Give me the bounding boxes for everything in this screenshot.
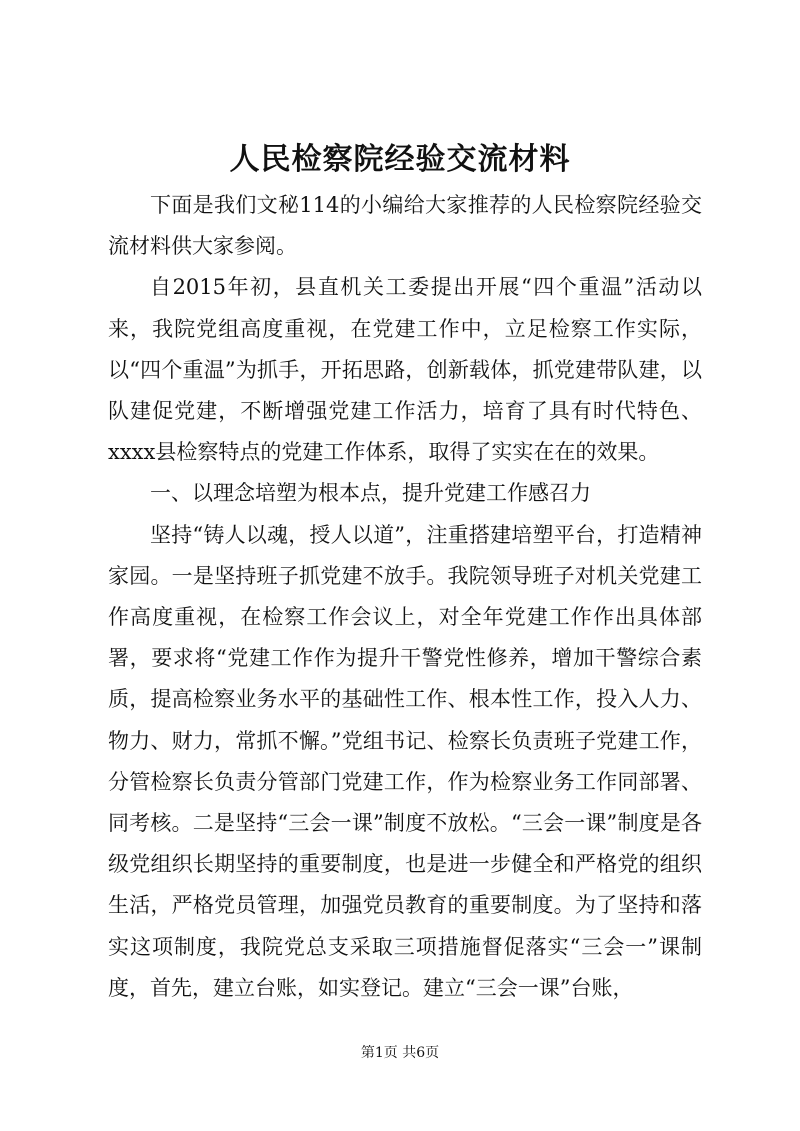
- page-number-footer: 第1页 共6页: [360, 1045, 440, 1061]
- document-body: [108, 185, 702, 1009]
- section-heading: 一、以理念培塑为根本点，提升党建工作感召力: [150, 481, 591, 506]
- section-paragraph: 坚持“铸人以魂，授人以道”，注重搭建培塑平台，打造精神家园。一是坚持班子抓党建不放手。我院领导班子对机关党建工作高度重视，在检察工作会议上，对全年党建工作作出具体部署，要求将“党建工作作为提升干警党性修养，增加干警综合素质，提高检察业务水平的基础性工作、根本性工作，投入人力、物力、财力，常抓不懈。”党组书记、检察长负责班子党建工作，分管检察长负责分管部门党建工作，作为检察业务工作同部署、同考核。二是坚持“三会一课”制度不放松。“三会一课”制度是各级党组织长期坚持的重要制度，也是进一步健全和严格党的组织生活，严格党员管理，加强党员教育的重要制度。为了坚持和落实这项制度，我院党总支采取三项措施督促落实“三会一”课制度，首先，建立台账，如实登记。建立“三会一课”台账，: [108, 522, 702, 1000]
- intro-paragraph: 下面是我们文秘114的小编给大家推荐的人民检察院经验交流材料供大家参阅。: [108, 193, 702, 259]
- document-title: 人民检察院经验交流材料: [229, 142, 571, 177]
- background-paragraph: 自2015年初，县直机关工委提出开展“四个重温”活动以来，我院党组高度重视，在党建工作中，立足检察工作实际，以“四个重温”为抓手，开拓思路，创新载体，抓党建带队建，以队建促党建，不断增强党建工作活力，培育了具有时代特色、xxxx县检察特点的党建工作体系，取得了实实在在的效果。: [108, 275, 702, 465]
